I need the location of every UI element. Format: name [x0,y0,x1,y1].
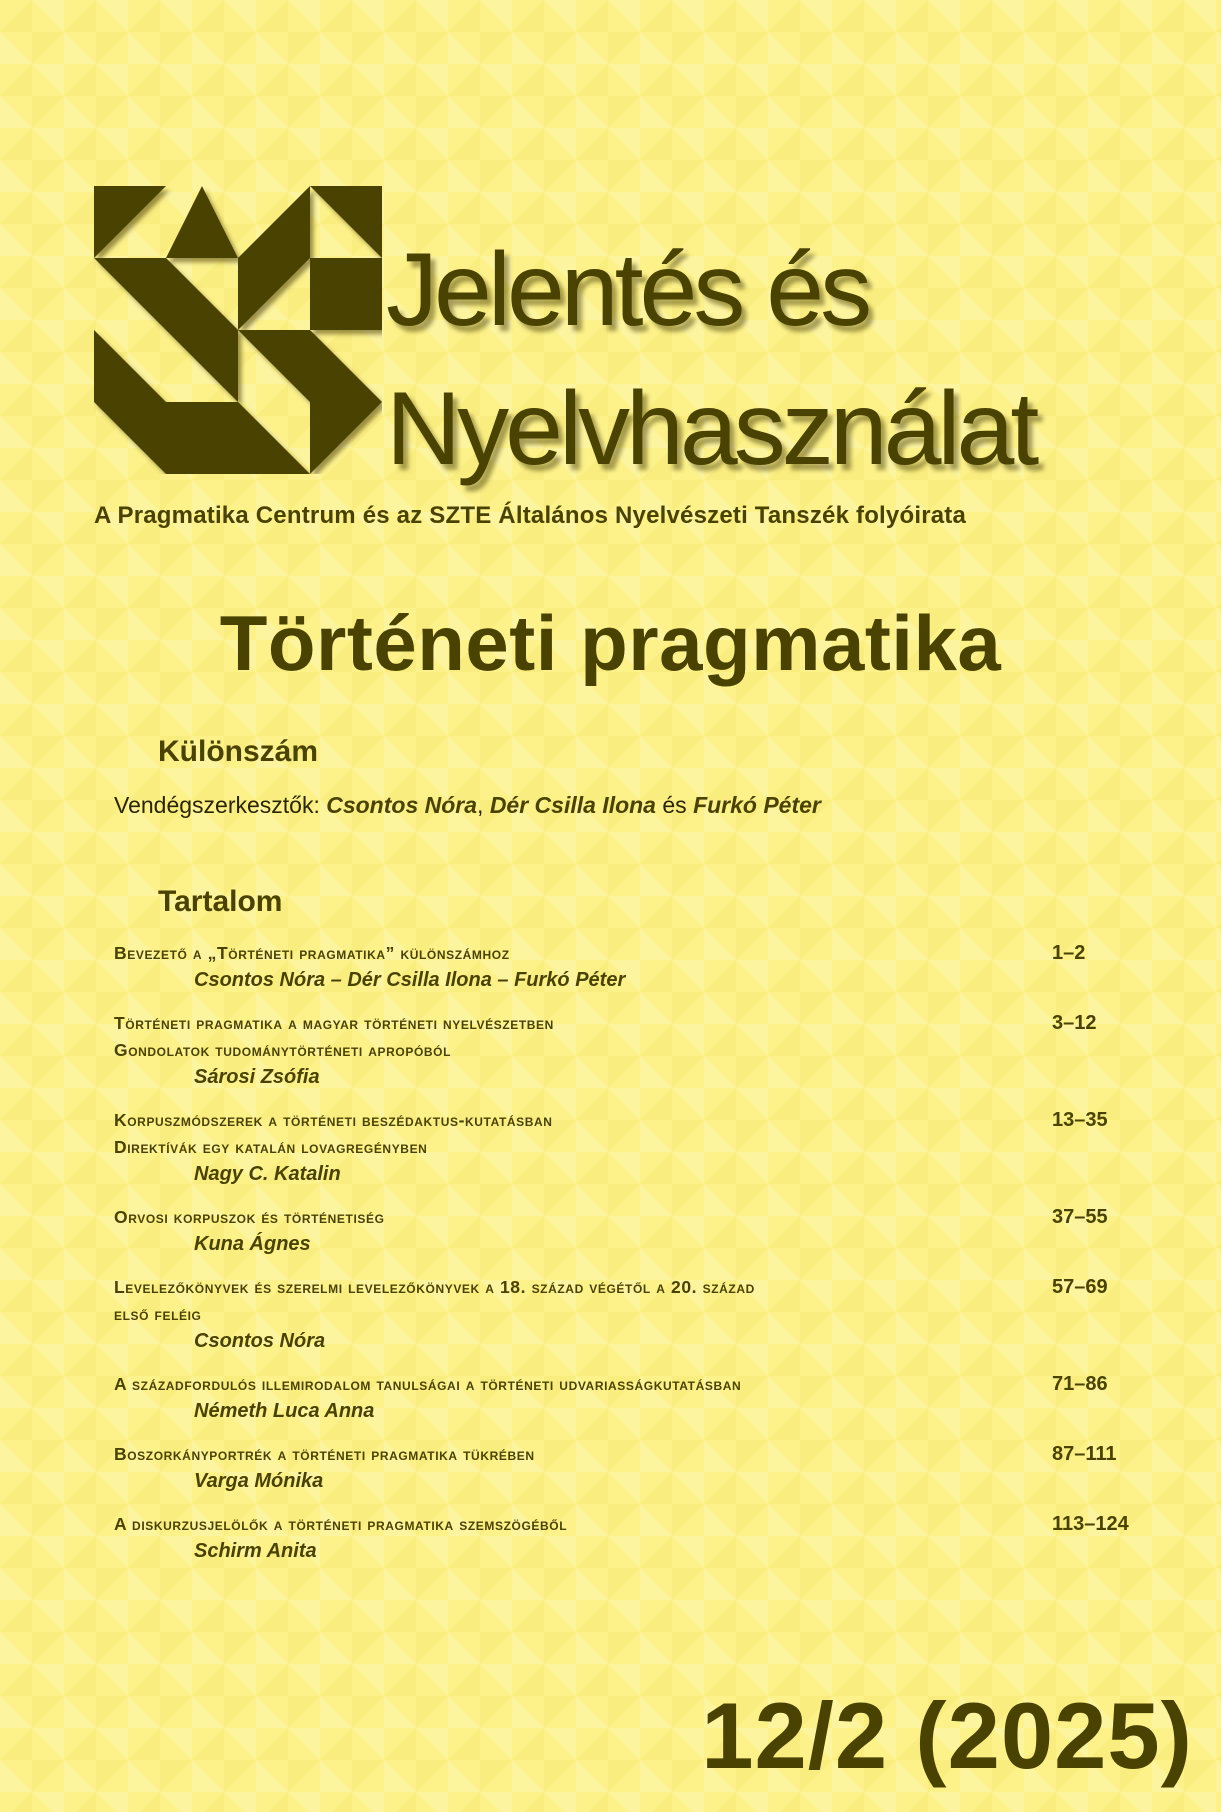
editor-conjunction: és [662,792,687,818]
article-title-line: Történeti pragmatika a magyar történeti nyelvészetben [114,1013,554,1033]
guest-editors-label: Vendégszerkesztők: [114,792,320,818]
article-title-line: Boszorkányportrék a történeti pragmatika tükrében [114,1444,535,1464]
article-title-line: Bevezető a „Történeti pragmatika” különszámhoz [114,943,510,963]
article-title [114,1107,1014,1161]
article-title-line: Levelezőkönyvek és szerelmi levelezőkönyvek a 18. század végétől a 20. század [114,1277,755,1297]
article-author: Csontos Nóra [194,1330,326,1352]
article-title-line: Korpuszmódszerek a történeti beszédaktus-kutatásban [114,1110,553,1130]
toc-entry [114,1371,1154,1424]
journal-logo-icon [94,186,382,474]
article-title [114,1441,1014,1468]
article-title-line: Gondolatok tudománytörténeti apropóból [114,1040,452,1060]
journal-subtitle: A Pragmatika Centrum és az SZTE Általános Nyelvészeti Tanszék folyóirata [94,502,967,529]
issue-title: Történeti pragmatika [219,599,1002,687]
article-author: Sárosi Zsófia [194,1066,320,1088]
toc-entry [114,1010,1154,1090]
toc-entry [114,1274,1154,1354]
article-author: Kuna Ágnes [194,1233,311,1255]
toc-entry [114,940,1154,993]
article-title-line: A századfordulós illemirodalom tanulságai a történeti udvariasságkutatásban [114,1374,742,1394]
article-pages: 3–12 [1052,1012,1097,1034]
article-pages: 13–35 [1052,1109,1108,1131]
journal-title-line1: Jelentés és [386,232,869,348]
toc-entry [114,1204,1154,1257]
journal-title-line2: Nyelvhasználat [386,371,1036,487]
guest-editors-line [114,792,821,819]
article-title-line: Orvosi korpuszok és történetiség [114,1207,385,1227]
article-title [114,1010,1014,1064]
article-author: Csontos Nóra – Dér Csilla Ilona – Furkó Péter [194,969,626,991]
article-pages: 1–2 [1052,942,1086,964]
toc-entry [114,1511,1154,1564]
editor-name: Csontos Nóra [326,792,478,818]
article-title-line: A diskurzusjelölők a történeti pragmatika szemszögéből [114,1514,568,1534]
article-author: Nagy C. Katalin [194,1163,341,1185]
toc-heading: Tartalom [158,885,283,918]
article-title [114,1511,1014,1538]
article-title [114,1274,1014,1328]
article-author: Schirm Anita [194,1540,317,1562]
article-title [114,1371,1014,1398]
article-author: Németh Luca Anna [194,1400,375,1422]
editor-name: Dér Csilla Ilona [489,792,656,818]
special-issue-label: Különszám [158,735,319,768]
editor-name: Furkó Péter [693,792,821,818]
article-pages: 37–55 [1052,1206,1108,1228]
toc-entry [114,1107,1154,1187]
editor-separator: , [477,792,484,818]
volume-issue-year: 12/2 (2025) [701,1683,1193,1788]
article-title [114,1204,1014,1231]
article-pages: 87–111 [1052,1443,1117,1465]
toc-entry [114,1441,1154,1494]
article-title-line: első feléig [114,1304,202,1324]
article-pages: 113–124 [1052,1513,1129,1535]
article-author: Varga Mónika [194,1470,324,1492]
article-title-line: Direktívák egy katalán lovagregényben [114,1137,428,1157]
article-pages: 71–86 [1052,1373,1108,1395]
article-title [114,940,1014,967]
table-of-contents [114,940,1154,1581]
article-pages: 57–69 [1052,1276,1108,1298]
